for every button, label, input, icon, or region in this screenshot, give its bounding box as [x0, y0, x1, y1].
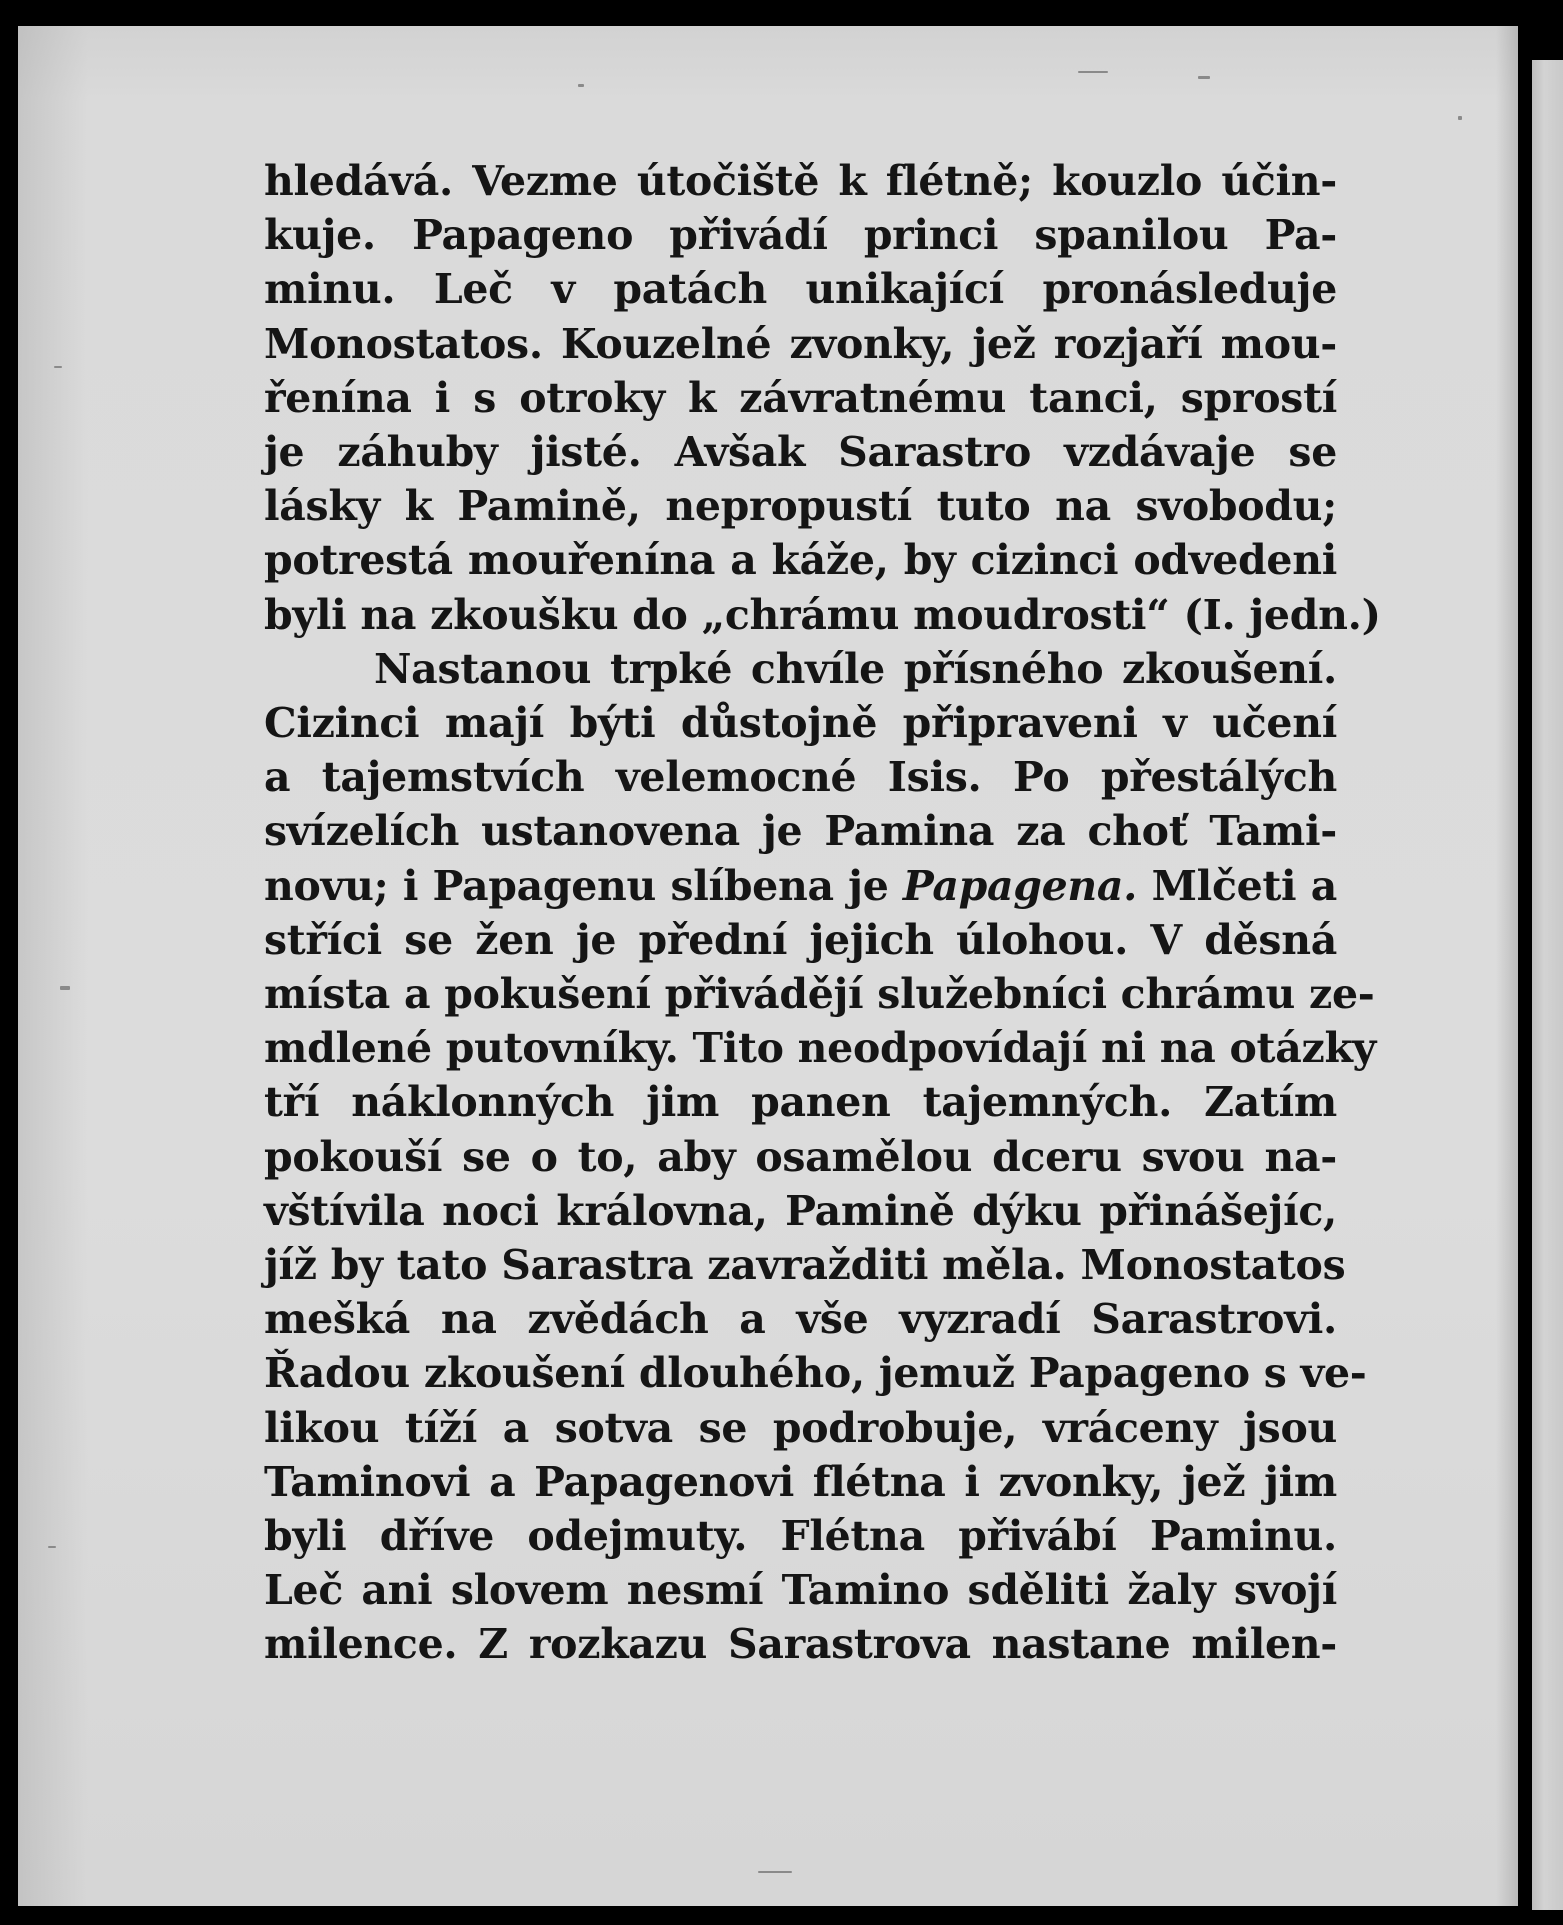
- dust-speck: [48, 1546, 56, 1548]
- text-line-1: hledává. Vezme útočiště k flétně; kouzlo účin-: [264, 157, 1337, 205]
- text-line-6: je záhuby jisté. Avšak Sarastro vzdávaje se: [264, 428, 1337, 477]
- right-shadow: [1496, 26, 1518, 1906]
- text-line-19: pokouší se o to, aby osamělou dceru svou na-: [264, 1132, 1337, 1181]
- text-line-22: mešká na zvědách a vše vyzradí Sarastrovi.: [264, 1295, 1337, 1344]
- body-text: [264, 154, 1381, 1672]
- dust-speck: [1198, 76, 1210, 79]
- text-line-9: byli na zkoušku do „chrámu moudrosti“ (I. jedn.): [264, 590, 1381, 639]
- text-line-3: minu. Leč v patách unikající pronásleduje: [264, 265, 1337, 314]
- text-line-11: Cizinci mají býti důstojně připraveni v učení: [264, 699, 1337, 748]
- text-line-8: potrestá mouřenína a káže, by cizinci odvedeni: [264, 536, 1337, 585]
- text-line-27: Leč ani slovem nesmí Tamino sděliti žaly svojí: [264, 1566, 1337, 1615]
- dust-speck: [1078, 71, 1108, 73]
- dust-speck: [60, 986, 70, 990]
- text-line-4: Monostatos. Kouzelné zvonky, jež rozjaří mou-: [264, 319, 1337, 368]
- text-line-15: stříci se žen je přední jejich úlohou. V děsná: [264, 915, 1337, 964]
- text-line-18: tří náklonných jim panen tajemných. Zatím: [264, 1078, 1337, 1127]
- text-line-25: Taminovi a Papagenovi flétna i zvonky, jež jim: [264, 1457, 1337, 1506]
- paper-sheet: [18, 26, 1518, 1906]
- text-line-24: likou tíží a sotva se podrobuje, vráceny jsou: [264, 1403, 1337, 1452]
- dust-speck: [54, 366, 62, 368]
- text-line-23: Řadou zkoušení dlouhého, jemuž Papageno s ve-: [264, 1349, 1367, 1398]
- paragraph-start-line: Nastanou trpké chvíle přísného zkoušení.: [374, 644, 1337, 693]
- text-line-5: řenína i s otroky k závratnému tanci, sprostí: [264, 373, 1337, 422]
- text-line-16: místa a pokušení přivádějí služebníci chrámu ze-: [264, 970, 1375, 1019]
- text-line-2: kuje. Papageno přivádí princi spanilou Pa-: [264, 211, 1337, 260]
- text-line-21: jíž by tato Sarastra zavražditi měla. Monostatos: [264, 1241, 1346, 1290]
- text-line-26: byli dříve odejmuty. Flétna přivábí Paminu.: [264, 1512, 1337, 1561]
- text-line-28: milence. Z rozkazu Sarastrova nastane milen-: [264, 1620, 1337, 1669]
- left-shadow: [18, 26, 88, 1906]
- text-line-17: mdlené putovníky. Tito neodpovídají ni na otázky: [264, 1024, 1377, 1073]
- italic-name-papagena: Papagena.: [902, 861, 1138, 910]
- book-gutter: [1518, 40, 1532, 1915]
- text-line-12: a tajemstvích velemocné Isis. Po přestálých: [264, 753, 1337, 802]
- dust-speck: [758, 1871, 792, 1873]
- text-line-7: lásky k Pamině, nepropustí tuto na svobodu;: [264, 482, 1337, 531]
- dust-speck: [1458, 116, 1462, 120]
- dust-speck: [578, 84, 584, 87]
- text-line-14: [264, 859, 1337, 913]
- text-line-13: svízelích ustanovena je Pamina za choť Tami-: [264, 807, 1337, 856]
- facing-page-edge: [1532, 60, 1563, 1910]
- text-line-20: vštívila noci královna, Pamině dýku přinášejíc,: [264, 1186, 1337, 1235]
- line-14-tail: Mlčeti a: [1137, 861, 1337, 910]
- line-14-lead: novu; i Papagenu slíbena je: [264, 861, 903, 910]
